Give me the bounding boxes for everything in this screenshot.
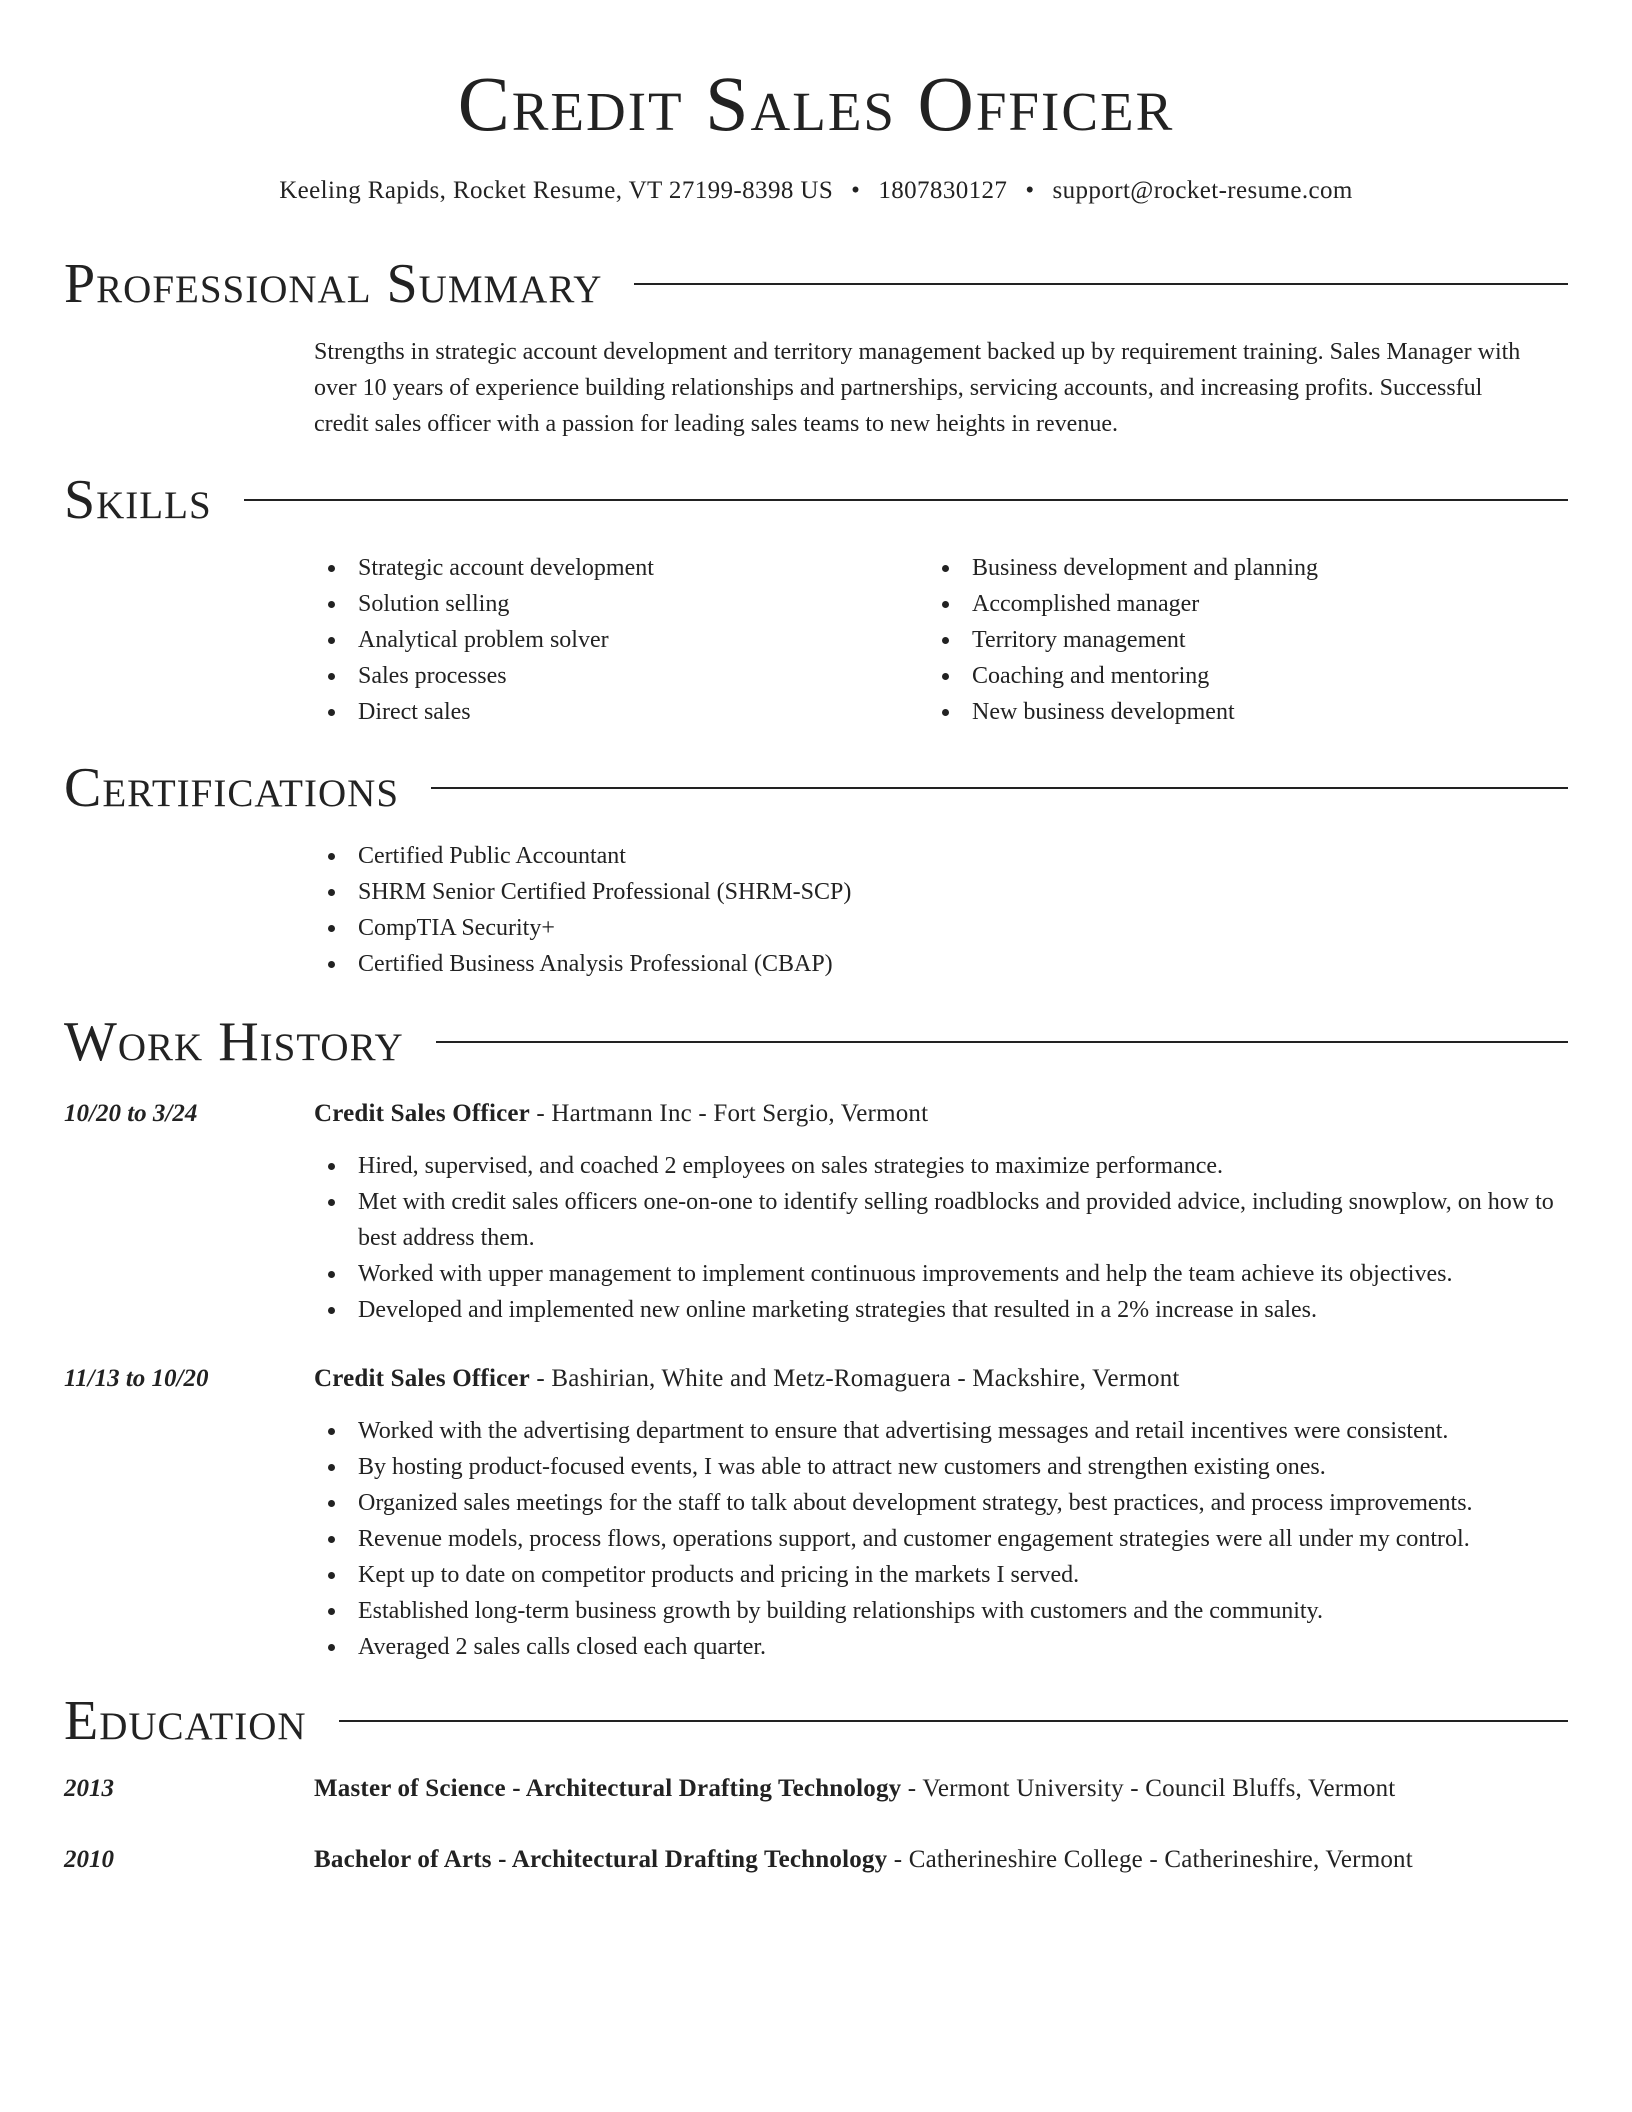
skill-item: New business development <box>928 694 1528 730</box>
skill-item: Coaching and mentoring <box>928 658 1528 694</box>
job-bullet: Met with credit sales officers one-on-one to identify selling roadblocks and provided advice, including snowplow, on how to best address them. <box>314 1184 1554 1256</box>
certification-item: Certified Public Accountant <box>314 838 1214 874</box>
section-divider <box>431 787 1568 789</box>
contact-line <box>0 174 1632 208</box>
work-heading: Work History <box>64 1011 404 1073</box>
contact-phone: 1807830127 <box>878 177 1008 204</box>
certification-item: CompTIA Security+ <box>314 910 1214 946</box>
skills-left-column <box>314 550 914 730</box>
contact-address: Keeling Rapids, Rocket Resume, VT 27199-8398 US <box>279 177 834 204</box>
job-title: Credit Sales Officer <box>314 1365 530 1392</box>
job-bullet: Worked with the advertising department to ensure that advertising messages and retail incentives were consistent. <box>314 1413 1574 1449</box>
certification-item: Certified Business Analysis Professional (CBAP) <box>314 946 1214 982</box>
certifications-list <box>314 838 1214 982</box>
skill-item: Territory management <box>928 622 1528 658</box>
job-bullet: Hired, supervised, and coached 2 employees on sales strategies to maximize performance. <box>314 1148 1554 1184</box>
job-dates: 11/13 to 10/20 <box>64 1365 209 1392</box>
skills-section-header <box>64 468 1568 532</box>
skill-item: Strategic account development <box>314 550 914 586</box>
section-divider <box>436 1041 1568 1043</box>
job-bullets <box>314 1148 1554 1328</box>
job-bullet: Worked with upper management to implement continuous improvements and help the team achieve its objectives. <box>314 1256 1554 1292</box>
job-title-line <box>314 1096 1574 1132</box>
job-employer: - Bashirian, White and Metz-Romaguera - Mackshire, Vermont <box>529 1365 1180 1392</box>
section-divider <box>634 283 1568 285</box>
certifications-heading: Certifications <box>64 757 400 819</box>
certification-item: SHRM Senior Certified Professional (SHRM-SCP) <box>314 874 1214 910</box>
skill-item: Sales processes <box>314 658 914 694</box>
resume-name: Credit Sales Officer <box>457 60 1175 147</box>
job-bullet: Kept up to date on competitor products and pricing in the markets I served. <box>314 1557 1574 1593</box>
job-employer: - Hartmann Inc - Fort Sergio, Vermont <box>529 1100 929 1127</box>
summary-heading: Professional Summary <box>64 253 603 315</box>
job-bullet: Averaged 2 sales calls closed each quarter. <box>314 1629 1574 1665</box>
job-bullet: By hosting product-focused events, I was able to attract new customers and strengthen existing ones. <box>314 1449 1574 1485</box>
skills-heading: Skills <box>64 469 212 531</box>
work-section-header <box>64 1010 1568 1074</box>
job-title-line <box>314 1361 1574 1397</box>
skill-item: Solution selling <box>314 586 914 622</box>
job-bullets <box>314 1413 1574 1665</box>
education-school: - Vermont University - Council Bluffs, Vermont <box>901 1775 1396 1802</box>
section-divider <box>339 1720 1568 1722</box>
job-dates: 10/20 to 3/24 <box>64 1100 198 1127</box>
education-school: - Catherineshire College - Catherineshire, Vermont <box>887 1846 1413 1873</box>
contact-separator: • <box>1025 177 1035 204</box>
certifications-section-header <box>64 756 1568 820</box>
skill-item: Analytical problem solver <box>314 622 914 658</box>
section-divider <box>244 499 1568 501</box>
education-year: 2010 <box>64 1846 114 1873</box>
summary-section-header <box>64 252 1568 316</box>
skill-item: Accomplished manager <box>928 586 1528 622</box>
job-bullet: Organized sales meetings for the staff to talk about development strategy, best practices, and process improvements. <box>314 1485 1574 1521</box>
contact-email: support@rocket-resume.com <box>1052 177 1353 204</box>
skill-item: Direct sales <box>314 694 914 730</box>
job-title: Credit Sales Officer <box>314 1100 530 1127</box>
education-entry <box>314 1842 1574 1878</box>
education-degree: Master of Science - Architectural Drafting Technology <box>314 1775 902 1802</box>
job-bullet: Revenue models, process flows, operations support, and customer engagement strategies were all under my control. <box>314 1521 1574 1557</box>
education-year: 2013 <box>64 1775 114 1802</box>
contact-separator: • <box>851 177 861 204</box>
job-bullet: Established long-term business growth by building relationships with customers and the community. <box>314 1593 1574 1629</box>
skills-right-column <box>928 550 1528 730</box>
summary-text: Strengths in strategic account development and territory management backed up by requirement training. Sales Manager with over 10 years of experience building relationships and partnerships, servicing accounts, and increasing profits. Successful credit sales officer with a passion for leading sales teams to new heights in revenue. <box>314 339 1521 437</box>
education-degree: Bachelor of Arts - Architectural Drafting Technology <box>314 1846 888 1873</box>
education-section-header <box>64 1689 1568 1753</box>
skill-item: Business development and planning <box>928 550 1528 586</box>
job-bullet: Developed and implemented new online marketing strategies that resulted in a 2% increase in sales. <box>314 1292 1554 1328</box>
education-heading: Education <box>64 1690 307 1752</box>
education-entry <box>314 1771 1574 1807</box>
